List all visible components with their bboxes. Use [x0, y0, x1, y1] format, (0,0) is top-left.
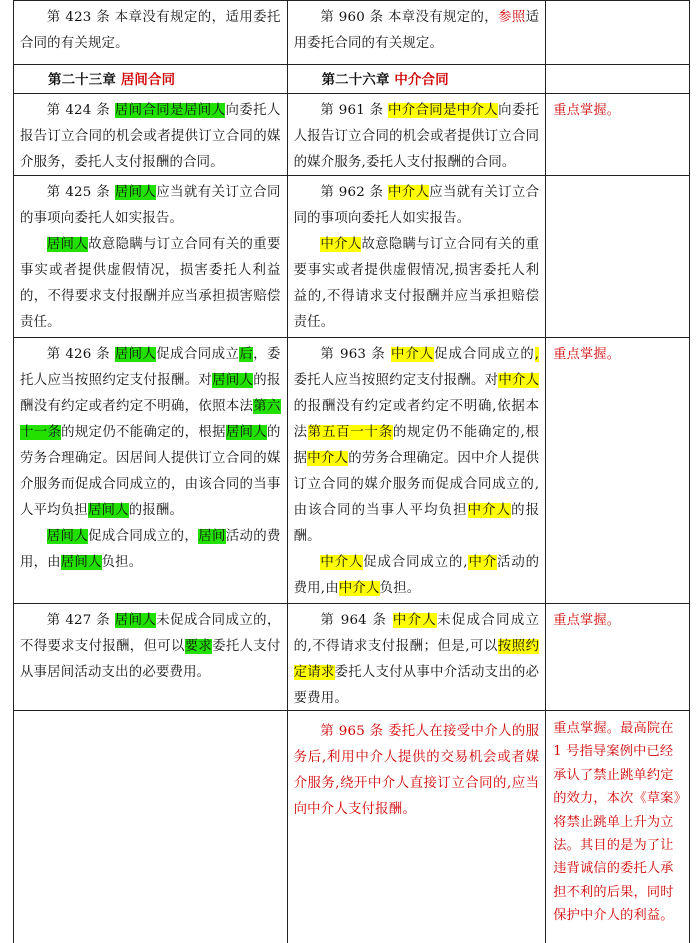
- chapter-26-title: 第二十六章 中介合同: [288, 65, 547, 93]
- article-427: 第 427 条 居间人未促成合同成立的，不得要求支付报酬，但可以要求委托人支付从事居间活动支出的必要费用。: [14, 604, 288, 710]
- note-cell: [546, 176, 690, 337]
- table-row: [13, 604, 690, 711]
- chapter-23-title: 第二十三章 居间合同: [14, 65, 288, 93]
- note-cell: [546, 1, 690, 64]
- article-965: 第 965 条 委托人在接受中介人的服务后,利用中介人提供的交易机会或者媒介服务,绕开中介人直接订立合同的,应当向中介人支付报酬。: [288, 711, 547, 943]
- table-row: [13, 0, 690, 65]
- empty-cell: [14, 711, 288, 943]
- note-cell: 重点掌握。最高院在 1 号指导案例中已经承认了禁止跳单约定的效力，本次《草案》将禁止跳单上升为立法。其目的是为了让违背诚信的委托人承担不利的后果，同时保护中介人的利益。: [546, 711, 690, 943]
- note-cell: 重点掌握。: [546, 604, 690, 710]
- note-cell: [546, 65, 690, 93]
- article-961: 第 961 条 中介合同是中介人向委托人报告订立合同的机会或者提供订立合同的媒介服务,委托人支付报酬的合同。: [288, 94, 547, 175]
- table-row: [13, 711, 690, 943]
- article-963: 第 963 条 中介人促成合同成立的,委托人应当按照约定支付报酬。对中介人的报酬没有约定或者约定不明确,依据本法第五百一十条的规定仍不能确定的,根据中介人的劳务合理确定。因中介人提供订立合同的媒介服务而促成合同成立的,由该合同的当事人平均负担中介人的报酬。 中介人促成合同成立的,中介活动的费用,由中介人负担。: [288, 338, 547, 603]
- comparison-table: [13, 0, 690, 943]
- article-425: 第 425 条 居间人应当就有关订立合同的事项向委托人如实报告。 居间人故意隐瞒与订立合同有关的重要事实或者提供虚假情况，损害委托人利益的，不得要求支付报酬并应当承担损害赔偿责任。: [14, 176, 288, 337]
- table-row: [13, 338, 690, 604]
- table-row: [13, 65, 690, 94]
- article-962: 第 962 条 中介人应当就有关订立合同的事项向委托人如实报告。 中介人故意隐瞒与订立合同有关的重要事实或者提供虚假情况,损害委托人利益的,不得请求支付报酬并应当承担赔偿责任。: [288, 176, 547, 337]
- article-960: 第 960 条 本章没有规定的，参照适用委托合同的有关规定。: [288, 1, 547, 64]
- article-426: 第 426 条 居间人促成合同成立后，委托人应当按照约定支付报酬。对居间人的报酬没有约定或者约定不明确，依照本法第六十一条的规定仍不能确定的，根据居间人的劳务合理确定。因居间人提供订立合同的媒介服务而促成合同成立的，由该合同的当事人平均负担居间人的报酬。 居间人促成合同成立的，居间活动的费用，由居间人负担。: [14, 338, 288, 603]
- article-964: 第 964 条 中介人未促成合同成立的,不得请求支付报酬；但是,可以按照约定请求委托人支付从事中介活动支出的必要费用。: [288, 604, 547, 710]
- table-row: [13, 94, 690, 176]
- table-row: [13, 176, 690, 338]
- note-cell: 重点掌握。: [546, 338, 690, 603]
- article-424: 第 424 条 居间合同是居间人向委托人报告订立合同的机会或者提供订立合同的媒介服务，委托人支付报酬的合同。: [14, 94, 288, 175]
- article-423: 第 423 条 本章没有规定的，适用委托合同的有关规定。: [14, 1, 288, 64]
- note-cell: 重点掌握。: [546, 94, 690, 175]
